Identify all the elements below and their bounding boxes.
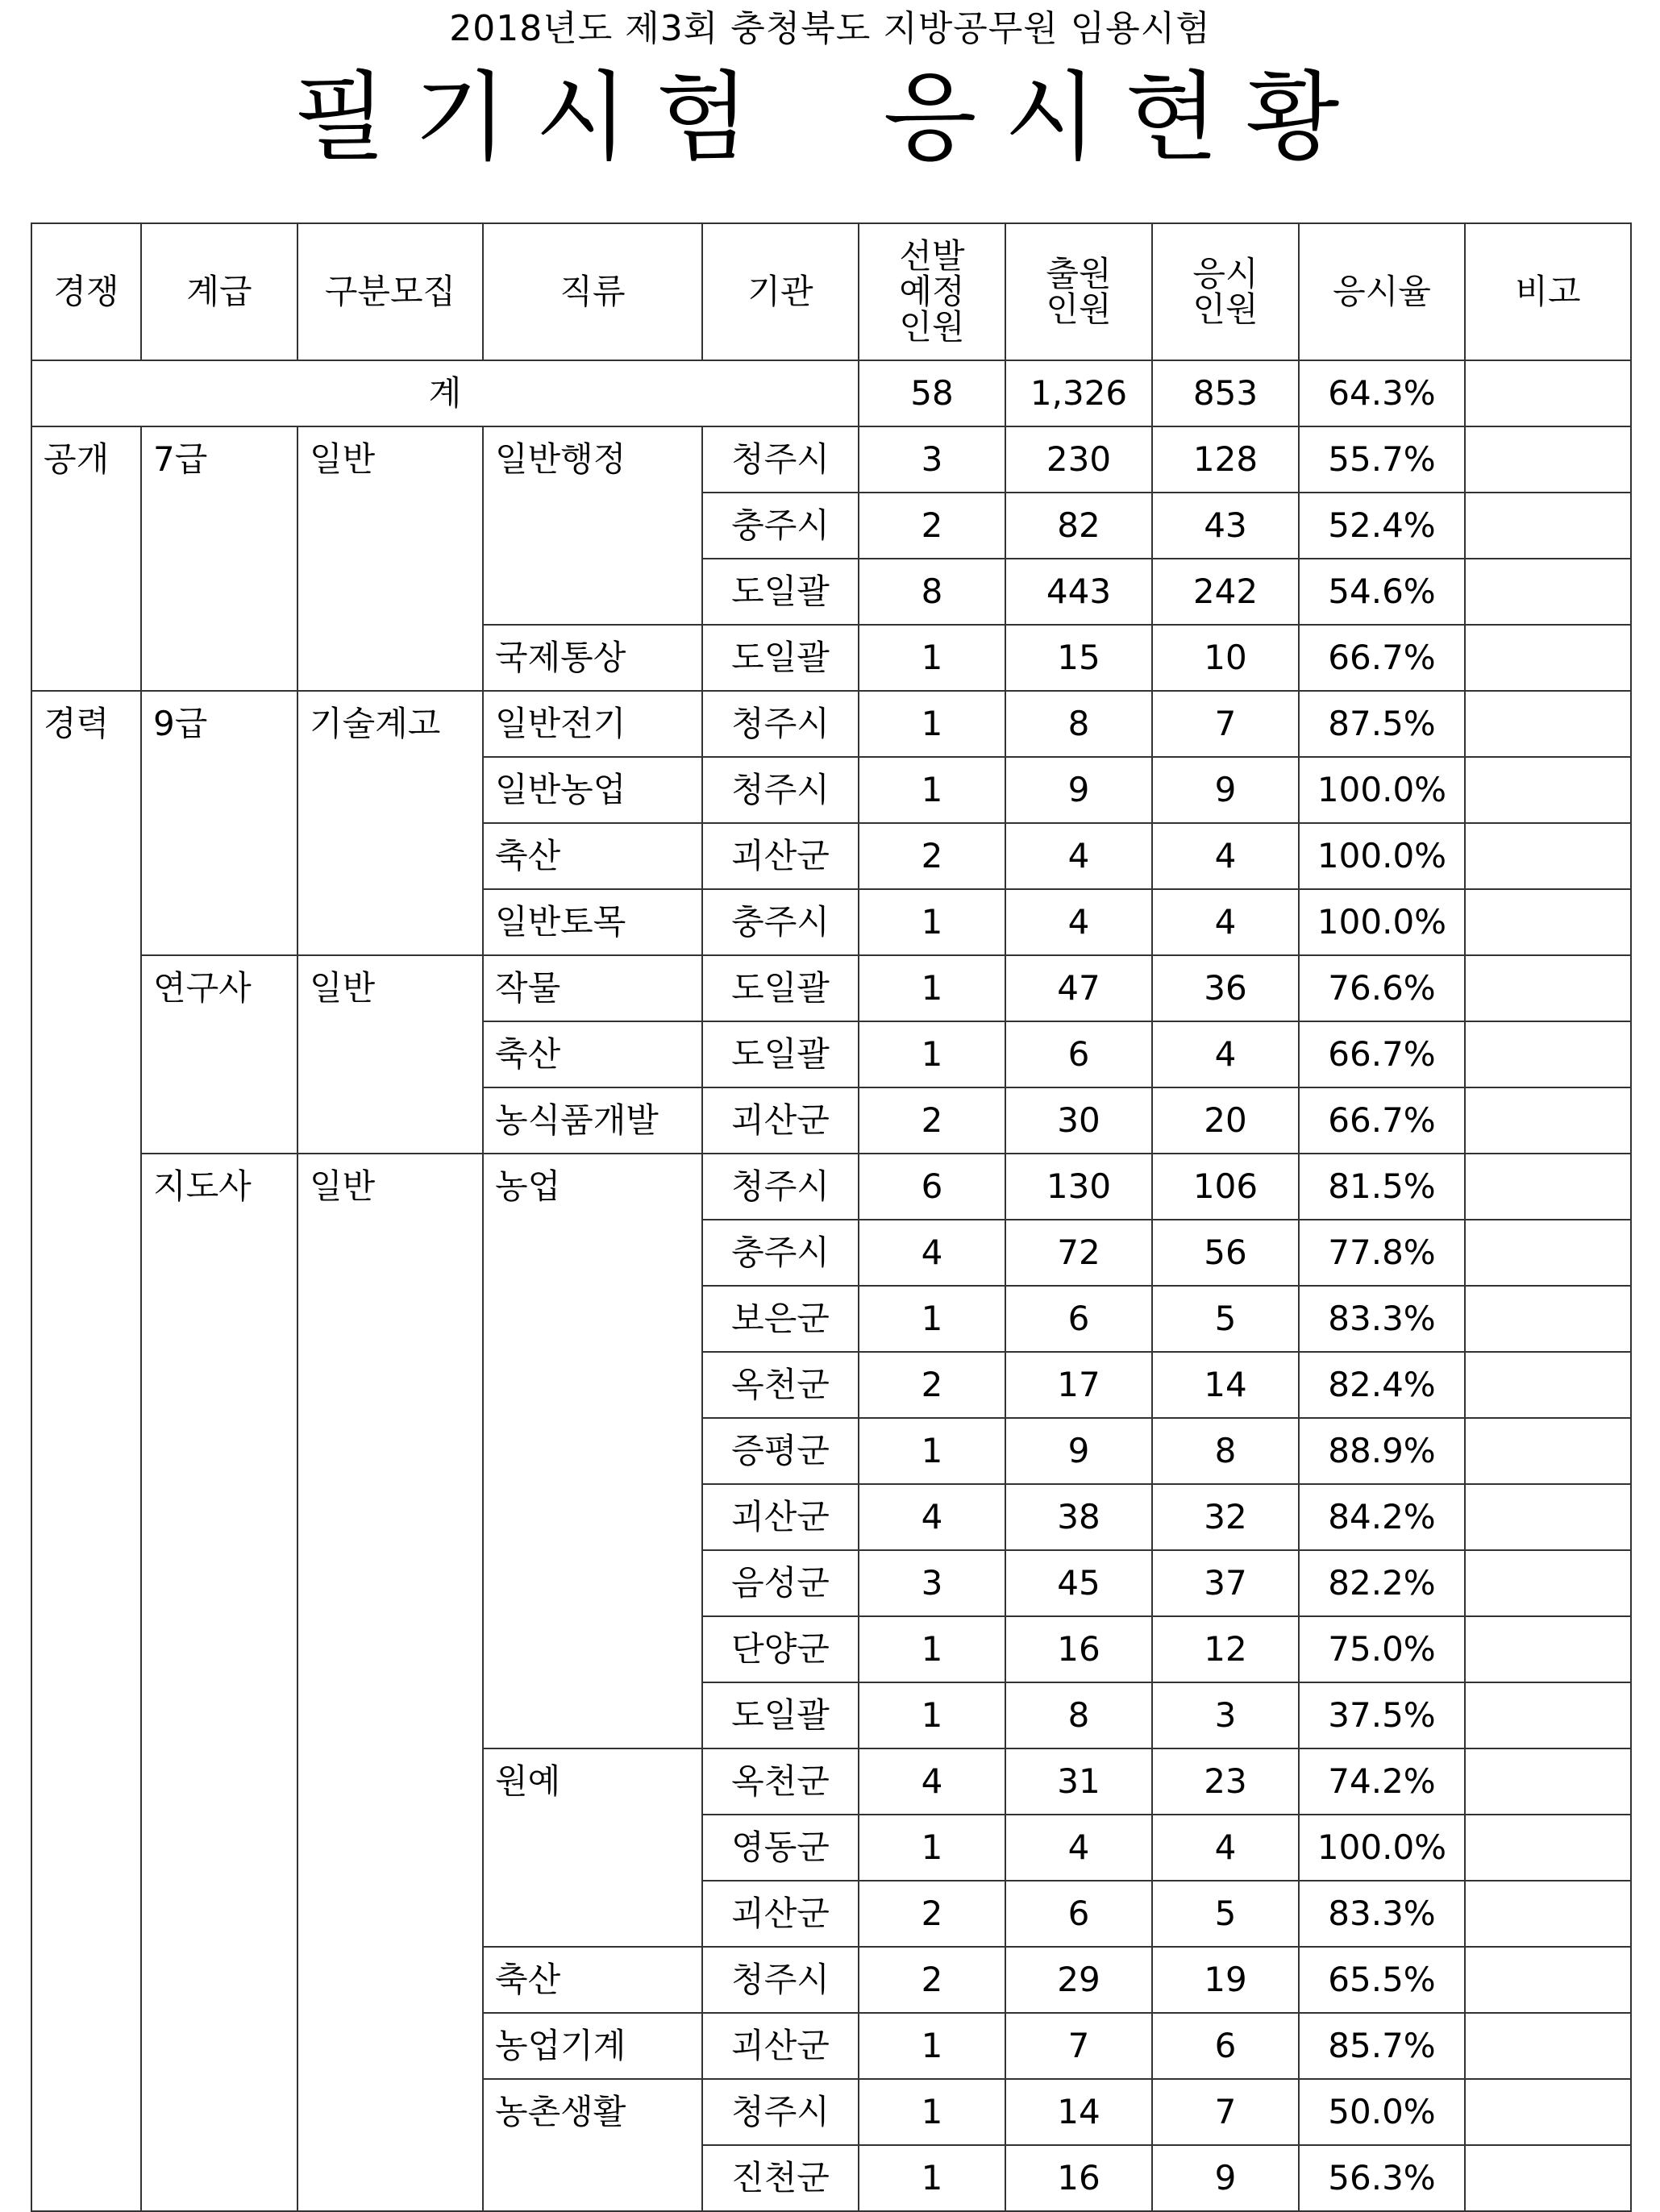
remarks-cell xyxy=(1465,1748,1631,1815)
applicants-cell: 38 xyxy=(1005,1484,1152,1550)
job-series-cell: 작물 xyxy=(483,955,702,1021)
applicants-cell: 82 xyxy=(1005,493,1152,559)
rate-cell: 100.0% xyxy=(1299,889,1465,955)
agency-cell: 괴산군 xyxy=(702,2013,859,2079)
table-row xyxy=(31,426,1631,493)
applicants-cell: 16 xyxy=(1005,1616,1152,1682)
recruit-type-cell: 일반 xyxy=(297,426,483,691)
document-subtitle: 2018년도 제3회 충청북도 지방공무원 임용시험 xyxy=(449,8,1211,49)
takers-cell: 37 xyxy=(1152,1550,1299,1616)
planned-cell: 3 xyxy=(859,1550,1005,1616)
rate-cell: 75.0% xyxy=(1299,1616,1465,1682)
table-row xyxy=(31,691,1631,757)
applicants-cell: 130 xyxy=(1005,1154,1152,1220)
job-series-cell: 축산 xyxy=(483,823,702,889)
col-header-applicants xyxy=(1005,223,1152,360)
header-row xyxy=(31,223,1631,360)
planned-cell: 1 xyxy=(859,1021,1005,1087)
applicants-cell: 4 xyxy=(1005,823,1152,889)
takers-cell: 5 xyxy=(1152,1286,1299,1352)
remarks-cell xyxy=(1465,1154,1631,1220)
remarks-cell xyxy=(1465,559,1631,625)
planned-cell: 2 xyxy=(859,1881,1005,1947)
agency-cell: 진천군 xyxy=(702,2145,859,2211)
col-header-recruit-type: 구분모집 xyxy=(297,223,483,360)
applicants-cell: 47 xyxy=(1005,955,1152,1021)
applicants-cell: 17 xyxy=(1005,1352,1152,1418)
col-header-competition: 경쟁 xyxy=(31,223,141,360)
applicants-cell: 45 xyxy=(1005,1550,1152,1616)
rate-cell: 87.5% xyxy=(1299,691,1465,757)
rate-cell: 84.2% xyxy=(1299,1484,1465,1550)
takers-cell: 9 xyxy=(1152,2145,1299,2211)
applicants-cell: 14 xyxy=(1005,2079,1152,2145)
takers-cell: 4 xyxy=(1152,889,1299,955)
planned-cell: 1 xyxy=(859,1616,1005,1682)
grade-cell: 연구사 xyxy=(141,955,297,1154)
col-header-rate: 응시율 xyxy=(1299,223,1465,360)
rate-cell: 55.7% xyxy=(1299,426,1465,493)
remarks-cell xyxy=(1465,1947,1631,2013)
remarks-cell xyxy=(1465,1286,1631,1352)
rate-cell: 83.3% xyxy=(1299,1881,1465,1947)
col-header-planned xyxy=(859,223,1005,360)
rate-cell: 82.2% xyxy=(1299,1550,1465,1616)
remarks-cell xyxy=(1465,691,1631,757)
planned-cell: 1 xyxy=(859,1286,1005,1352)
job-series-cell: 농촌생활 xyxy=(483,2079,702,2211)
agency-cell: 옥천군 xyxy=(702,1352,859,1418)
rate-cell: 85.7% xyxy=(1299,2013,1465,2079)
planned-cell: 1 xyxy=(859,1815,1005,1881)
applicants-line-2: 인원 xyxy=(1046,289,1112,329)
agency-cell: 청주시 xyxy=(702,1947,859,2013)
agency-cell: 도일괄 xyxy=(702,625,859,691)
takers-cell: 9 xyxy=(1152,757,1299,823)
planned-cell: 2 xyxy=(859,1947,1005,2013)
remarks-cell xyxy=(1465,889,1631,955)
rate-cell: 65.5% xyxy=(1299,1947,1465,2013)
remarks-cell xyxy=(1465,2145,1631,2211)
rate-cell: 100.0% xyxy=(1299,1815,1465,1881)
takers-cell: 4 xyxy=(1152,1021,1299,1087)
rate-cell: 100.0% xyxy=(1299,757,1465,823)
planned-line-3: 인원 xyxy=(899,307,965,347)
agency-cell: 충주시 xyxy=(702,493,859,559)
agency-cell: 옥천군 xyxy=(702,1748,859,1815)
job-series-cell: 일반토목 xyxy=(483,889,702,955)
remarks-cell xyxy=(1465,757,1631,823)
job-series-cell: 농식품개발 xyxy=(483,1087,702,1154)
takers-cell: 7 xyxy=(1152,2079,1299,2145)
job-series-cell: 일반전기 xyxy=(483,691,702,757)
remarks-cell xyxy=(1465,1815,1631,1881)
col-header-job-series: 직류 xyxy=(483,223,702,360)
job-series-cell: 국제통상 xyxy=(483,625,702,691)
planned-cell: 3 xyxy=(859,426,1005,493)
remarks-cell xyxy=(1465,1484,1631,1550)
rate-cell: 37.5% xyxy=(1299,1682,1465,1748)
rate-cell: 82.4% xyxy=(1299,1352,1465,1418)
takers-cell: 32 xyxy=(1152,1484,1299,1550)
takers-cell: 6 xyxy=(1152,2013,1299,2079)
takers-cell: 128 xyxy=(1152,426,1299,493)
takers-cell: 36 xyxy=(1152,955,1299,1021)
job-series-cell: 일반행정 xyxy=(483,426,702,625)
remarks-cell xyxy=(1465,1418,1631,1484)
planned-cell: 1 xyxy=(859,2013,1005,2079)
rate-cell: 66.7% xyxy=(1299,625,1465,691)
agency-cell: 충주시 xyxy=(702,889,859,955)
remarks-cell xyxy=(1465,2013,1631,2079)
recruit-type-cell: 일반 xyxy=(297,1154,483,2211)
agency-cell: 도일괄 xyxy=(702,559,859,625)
takers-cell: 20 xyxy=(1152,1087,1299,1154)
takers-cell: 242 xyxy=(1152,559,1299,625)
remarks-cell xyxy=(1465,1682,1631,1748)
applicants-cell: 9 xyxy=(1005,1418,1152,1484)
rate-cell: 77.8% xyxy=(1299,1220,1465,1286)
applicants-cell: 30 xyxy=(1005,1087,1152,1154)
rate-cell: 56.3% xyxy=(1299,2145,1465,2211)
total-label: 계 xyxy=(31,360,859,426)
applicants-cell: 6 xyxy=(1005,1021,1152,1087)
planned-cell: 1 xyxy=(859,889,1005,955)
planned-cell: 6 xyxy=(859,1154,1005,1220)
agency-cell: 증평군 xyxy=(702,1418,859,1484)
competition-cell: 경력 xyxy=(31,691,141,2211)
planned-cell: 4 xyxy=(859,1484,1005,1550)
planned-cell: 8 xyxy=(859,559,1005,625)
takers-cell: 14 xyxy=(1152,1352,1299,1418)
col-header-agency: 기관 xyxy=(702,223,859,360)
takers-cell: 4 xyxy=(1152,823,1299,889)
planned-cell: 1 xyxy=(859,691,1005,757)
remarks-cell xyxy=(1465,1550,1631,1616)
competition-cell: 공개 xyxy=(31,426,141,691)
col-header-grade: 계급 xyxy=(141,223,297,360)
grade-cell: 7급 xyxy=(141,426,297,691)
takers-cell: 4 xyxy=(1152,1815,1299,1881)
applicants-cell: 6 xyxy=(1005,1286,1152,1352)
applicants-cell: 4 xyxy=(1005,889,1152,955)
agency-cell: 음성군 xyxy=(702,1550,859,1616)
planned-cell: 4 xyxy=(859,1748,1005,1815)
takers-cell: 8 xyxy=(1152,1418,1299,1484)
rate-cell: 66.7% xyxy=(1299,1021,1465,1087)
planned-cell: 1 xyxy=(859,1418,1005,1484)
total-rate: 64.3% xyxy=(1299,360,1465,426)
agency-cell: 청주시 xyxy=(702,757,859,823)
rate-cell: 52.4% xyxy=(1299,493,1465,559)
planned-cell: 2 xyxy=(859,493,1005,559)
total-planned: 58 xyxy=(859,360,1005,426)
rate-cell: 100.0% xyxy=(1299,823,1465,889)
planned-cell: 1 xyxy=(859,625,1005,691)
grade-cell: 지도사 xyxy=(141,1154,297,2211)
agency-cell: 괴산군 xyxy=(702,1484,859,1550)
rate-cell: 66.7% xyxy=(1299,1087,1465,1154)
agency-cell: 단양군 xyxy=(702,1616,859,1682)
applicants-cell: 7 xyxy=(1005,2013,1152,2079)
recruit-type-cell: 일반 xyxy=(297,955,483,1154)
rate-cell: 88.9% xyxy=(1299,1418,1465,1484)
takers-cell: 12 xyxy=(1152,1616,1299,1682)
agency-cell: 도일괄 xyxy=(702,1682,859,1748)
remarks-cell xyxy=(1465,955,1631,1021)
planned-cell: 1 xyxy=(859,757,1005,823)
applicants-line-1: 출원 xyxy=(1046,254,1112,293)
job-series-cell: 축산 xyxy=(483,1021,702,1087)
planned-cell: 1 xyxy=(859,1682,1005,1748)
applicants-cell: 8 xyxy=(1005,691,1152,757)
total-takers: 853 xyxy=(1152,360,1299,426)
applicants-cell: 443 xyxy=(1005,559,1152,625)
job-series-cell: 농업 xyxy=(483,1154,702,1748)
applicants-cell: 15 xyxy=(1005,625,1152,691)
planned-cell: 1 xyxy=(859,2079,1005,2145)
takers-line-1: 응시 xyxy=(1192,254,1259,293)
planned-line-1: 선발 xyxy=(899,236,965,276)
remarks-cell xyxy=(1465,493,1631,559)
remarks-cell xyxy=(1465,1087,1631,1154)
table-row xyxy=(31,955,1631,1021)
takers-cell: 19 xyxy=(1152,1947,1299,2013)
table-row xyxy=(31,1154,1631,1220)
planned-cell: 2 xyxy=(859,823,1005,889)
takers-cell: 23 xyxy=(1152,1748,1299,1815)
grade-cell: 9급 xyxy=(141,691,297,955)
total-remarks xyxy=(1465,360,1631,426)
rate-cell: 54.6% xyxy=(1299,559,1465,625)
job-series-cell: 원예 xyxy=(483,1748,702,1947)
col-header-remarks: 비고 xyxy=(1465,223,1631,360)
planned-line-2: 예정 xyxy=(899,272,965,311)
rate-cell: 74.2% xyxy=(1299,1748,1465,1815)
takers-cell: 5 xyxy=(1152,1881,1299,1947)
remarks-cell xyxy=(1465,1616,1631,1682)
applicants-cell: 230 xyxy=(1005,426,1152,493)
takers-cell: 7 xyxy=(1152,691,1299,757)
planned-cell: 2 xyxy=(859,1352,1005,1418)
total-applicants: 1,326 xyxy=(1005,360,1152,426)
agency-cell: 괴산군 xyxy=(702,1087,859,1154)
agency-cell: 청주시 xyxy=(702,691,859,757)
takers-cell: 43 xyxy=(1152,493,1299,559)
applicants-cell: 72 xyxy=(1005,1220,1152,1286)
agency-cell: 청주시 xyxy=(702,2079,859,2145)
applicants-cell: 4 xyxy=(1005,1815,1152,1881)
total-row xyxy=(31,360,1631,426)
planned-cell: 2 xyxy=(859,1087,1005,1154)
remarks-cell xyxy=(1465,426,1631,493)
agency-cell: 충주시 xyxy=(702,1220,859,1286)
takers-cell: 56 xyxy=(1152,1220,1299,1286)
document-title: 필기시험 응시현황 xyxy=(293,62,1367,174)
remarks-cell xyxy=(1465,823,1631,889)
col-header-takers xyxy=(1152,223,1299,360)
takers-cell: 3 xyxy=(1152,1682,1299,1748)
remarks-cell xyxy=(1465,625,1631,691)
rate-cell: 50.0% xyxy=(1299,2079,1465,2145)
takers-cell: 10 xyxy=(1152,625,1299,691)
applicants-cell: 29 xyxy=(1005,1947,1152,2013)
remarks-cell xyxy=(1465,1352,1631,1418)
job-series-cell: 일반농업 xyxy=(483,757,702,823)
remarks-cell xyxy=(1465,1021,1631,1087)
job-series-cell: 축산 xyxy=(483,1947,702,2013)
agency-cell: 도일괄 xyxy=(702,955,859,1021)
agency-cell: 괴산군 xyxy=(702,1881,859,1947)
agency-cell: 괴산군 xyxy=(702,823,859,889)
applicants-cell: 31 xyxy=(1005,1748,1152,1815)
agency-cell: 영동군 xyxy=(702,1815,859,1881)
applicants-cell: 6 xyxy=(1005,1881,1152,1947)
remarks-cell xyxy=(1465,2079,1631,2145)
planned-cell: 1 xyxy=(859,2145,1005,2211)
rate-cell: 81.5% xyxy=(1299,1154,1465,1220)
rate-cell: 83.3% xyxy=(1299,1286,1465,1352)
applicants-cell: 16 xyxy=(1005,2145,1152,2211)
agency-cell: 보은군 xyxy=(702,1286,859,1352)
agency-cell: 청주시 xyxy=(702,1154,859,1220)
takers-cell: 106 xyxy=(1152,1154,1299,1220)
exam-status-table xyxy=(31,222,1632,2212)
takers-line-2: 인원 xyxy=(1192,289,1259,329)
remarks-cell xyxy=(1465,1881,1631,1947)
rate-cell: 76.6% xyxy=(1299,955,1465,1021)
planned-cell: 4 xyxy=(859,1220,1005,1286)
job-series-cell: 농업기계 xyxy=(483,2013,702,2079)
applicants-cell: 9 xyxy=(1005,757,1152,823)
agency-cell: 청주시 xyxy=(702,426,859,493)
recruit-type-cell: 기술계고 xyxy=(297,691,483,955)
planned-cell: 1 xyxy=(859,955,1005,1021)
agency-cell: 도일괄 xyxy=(702,1021,859,1087)
remarks-cell xyxy=(1465,1220,1631,1286)
applicants-cell: 8 xyxy=(1005,1682,1152,1748)
